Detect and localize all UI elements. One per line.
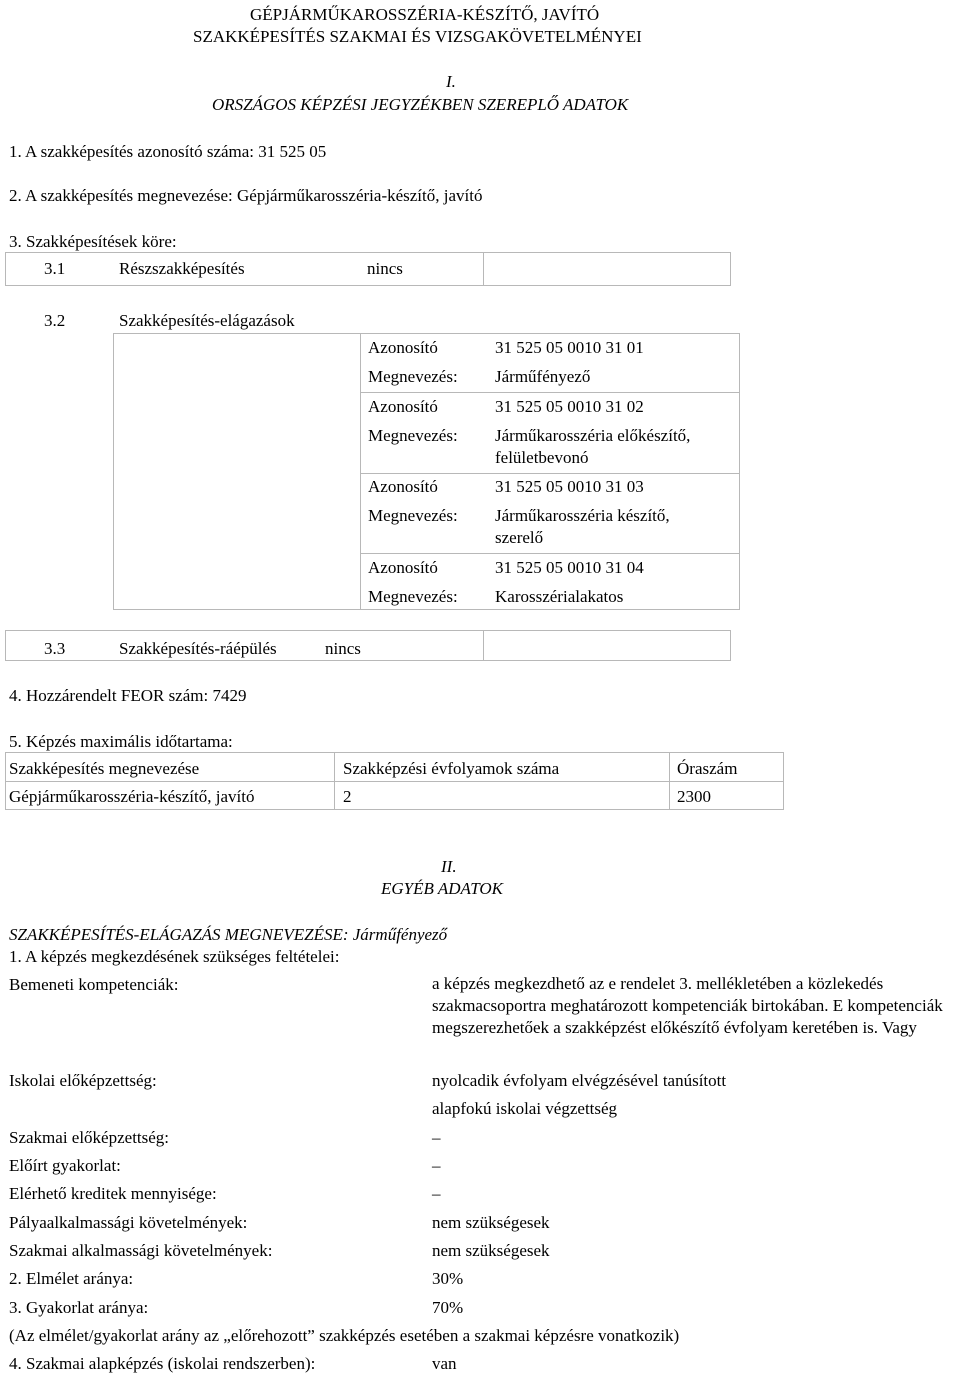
qualification-id-line: 1. A szakképesítés azonosító száma: 31 525 05	[9, 142, 327, 161]
table-divider	[669, 752, 670, 810]
professional-education-label: Szakmai előképzettség:	[9, 1128, 170, 1147]
part1-heading: ORSZÁGOS KÉPZÉSI JEGYZÉKBEN SZEREPLŐ ADATOK	[212, 95, 629, 114]
part2-roman: II.	[441, 857, 457, 876]
duration-row-name: Gépjárműkarosszéria-készítő, javító	[9, 787, 255, 806]
table-divider	[5, 781, 784, 782]
branch-1-name-key: Megnevezés:	[368, 367, 458, 386]
theory-ratio-label: 2. Elmélet aránya:	[9, 1269, 134, 1288]
ratio-note: (Az elmélet/gyakorlat arány az „előrehozott” szakképzés esetében a szakmai képzésre vonatkozik)	[9, 1326, 680, 1345]
part1-roman: I.	[446, 72, 456, 91]
branch-2-id-value: 31 525 05 0010 31 02	[495, 397, 644, 416]
basic-training-value: van	[432, 1354, 457, 1373]
branch-title: SZAKKÉPESÍTÉS-ELÁGAZÁS MEGNEVEZÉSE: Járműfényező	[9, 925, 448, 944]
branch-2-name-key: Megnevezés:	[368, 426, 458, 445]
branch-4-name-key: Megnevezés:	[368, 587, 458, 606]
branch-3-name-key: Megnevezés:	[368, 506, 458, 525]
branches-number: 3.2	[44, 311, 66, 330]
branch-3-name-value-cont: szerelő	[495, 528, 544, 547]
aptitude-requirements-value: nem szükségesek	[432, 1241, 550, 1260]
practice-ratio-label: 3. Gyakorlat aránya:	[9, 1298, 149, 1317]
branch-1-name-value: Járműfényező	[495, 367, 591, 386]
add-on-qualification-value: nincs	[325, 639, 361, 658]
entry-competencies-label: Bemeneti kompetenciák:	[9, 975, 179, 994]
feor-line: 4. Hozzárendelt FEOR szám: 7429	[9, 686, 247, 705]
add-on-qualification-label: Szakképesítés-ráépülés	[119, 639, 277, 658]
partial-qualification-value: nincs	[367, 259, 403, 278]
document-title-line2: SZAKKÉPESÍTÉS SZAKMAI ÉS VIZSGAKÖVETELMÉNYEI	[193, 27, 642, 46]
entry-competencies-value: a képzés megkezdhető az e rendelet 3. mellékletében a közlekedés szakmacsoportra meghatározott kompetenciák birtokában. E kompetenciák megszerezhetőek a szakképzést előkészítő évfolyam keretében is. Vagy	[432, 974, 943, 1037]
career-requirements-label: Pályaalkalmassági követelmények:	[9, 1213, 248, 1232]
qualification-name-line: 2. A szakképesítés megnevezése: Gépjárműkarosszéria-készítő, javító	[9, 186, 483, 205]
branch-2-name-value: Járműkarosszéria előkészítő,	[495, 426, 691, 445]
school-education-value1: nyolcadik évfolyam elvégzésével tanúsított	[432, 1071, 727, 1090]
duration-header-years: Szakképzési évfolyamok száma	[343, 759, 560, 778]
table-divider	[483, 252, 484, 286]
required-practice-label: Előírt gyakorlat:	[9, 1156, 121, 1175]
document-title-line1: GÉPJÁRMŰKAROSSZÉRIA-KÉSZÍTŐ, JAVÍTÓ	[250, 5, 600, 24]
table-divider	[360, 553, 740, 554]
branch-4-name-value: Karosszérialakatos	[495, 587, 624, 606]
branch-3-id-value: 31 525 05 0010 31 03	[495, 477, 644, 496]
branch-4-id-value: 31 525 05 0010 31 04	[495, 558, 644, 577]
add-on-qualification-table	[5, 630, 731, 661]
partial-qualification-number: 3.1	[44, 259, 66, 278]
duration-title: 5. Képzés maximális időtartama:	[9, 732, 233, 751]
practice-ratio-value: 70%	[432, 1298, 464, 1317]
table-divider	[360, 333, 361, 610]
credits-label: Elérhető kreditek mennyisége:	[9, 1184, 217, 1203]
branch-2-name-value-cont: felületbevonó	[495, 448, 589, 467]
school-education-label: Iskolai előképzettség:	[9, 1071, 157, 1090]
career-requirements-value: nem szükségesek	[432, 1213, 550, 1232]
duration-row-years: 2	[343, 787, 352, 806]
credits-value: –	[432, 1184, 441, 1203]
theory-ratio-value: 30%	[432, 1269, 464, 1288]
school-education-value2: alapfokú iskolai végzettség	[432, 1099, 618, 1118]
branch-3-name-value: Járműkarosszéria készítő,	[495, 506, 670, 525]
duration-header-hours: Óraszám	[677, 759, 738, 778]
table-divider	[360, 473, 740, 474]
table-divider	[334, 752, 335, 810]
branches-label: Szakképesítés-elágazások	[119, 311, 295, 330]
basic-training-label: 4. Szakmai alapképzés (iskolai rendszerben):	[9, 1354, 316, 1373]
professional-education-value: –	[432, 1128, 441, 1147]
branch-4-id-key: Azonosító	[368, 558, 438, 577]
branch-2-id-key: Azonosító	[368, 397, 438, 416]
required-practice-value: –	[432, 1156, 441, 1175]
add-on-qualification-number: 3.3	[44, 639, 66, 658]
qualification-scope-line: 3. Szakképesítések köre:	[9, 232, 177, 251]
branch-1-id-key: Azonosító	[368, 338, 438, 357]
table-divider	[360, 392, 740, 393]
table-divider	[483, 630, 484, 661]
conditions-title: 1. A képzés megkezdésének szükséges feltételei:	[9, 947, 340, 966]
branch-3-id-key: Azonosító	[368, 477, 438, 496]
aptitude-requirements-label: Szakmai alkalmassági követelmények:	[9, 1241, 273, 1260]
branch-1-id-value: 31 525 05 0010 31 01	[495, 338, 644, 357]
duration-row-hours: 2300	[677, 787, 711, 806]
partial-qualification-label: Részszakképesítés	[119, 259, 245, 278]
duration-header-name: Szakképesítés megnevezése	[9, 759, 200, 778]
part2-heading: EGYÉB ADATOK	[381, 879, 504, 898]
